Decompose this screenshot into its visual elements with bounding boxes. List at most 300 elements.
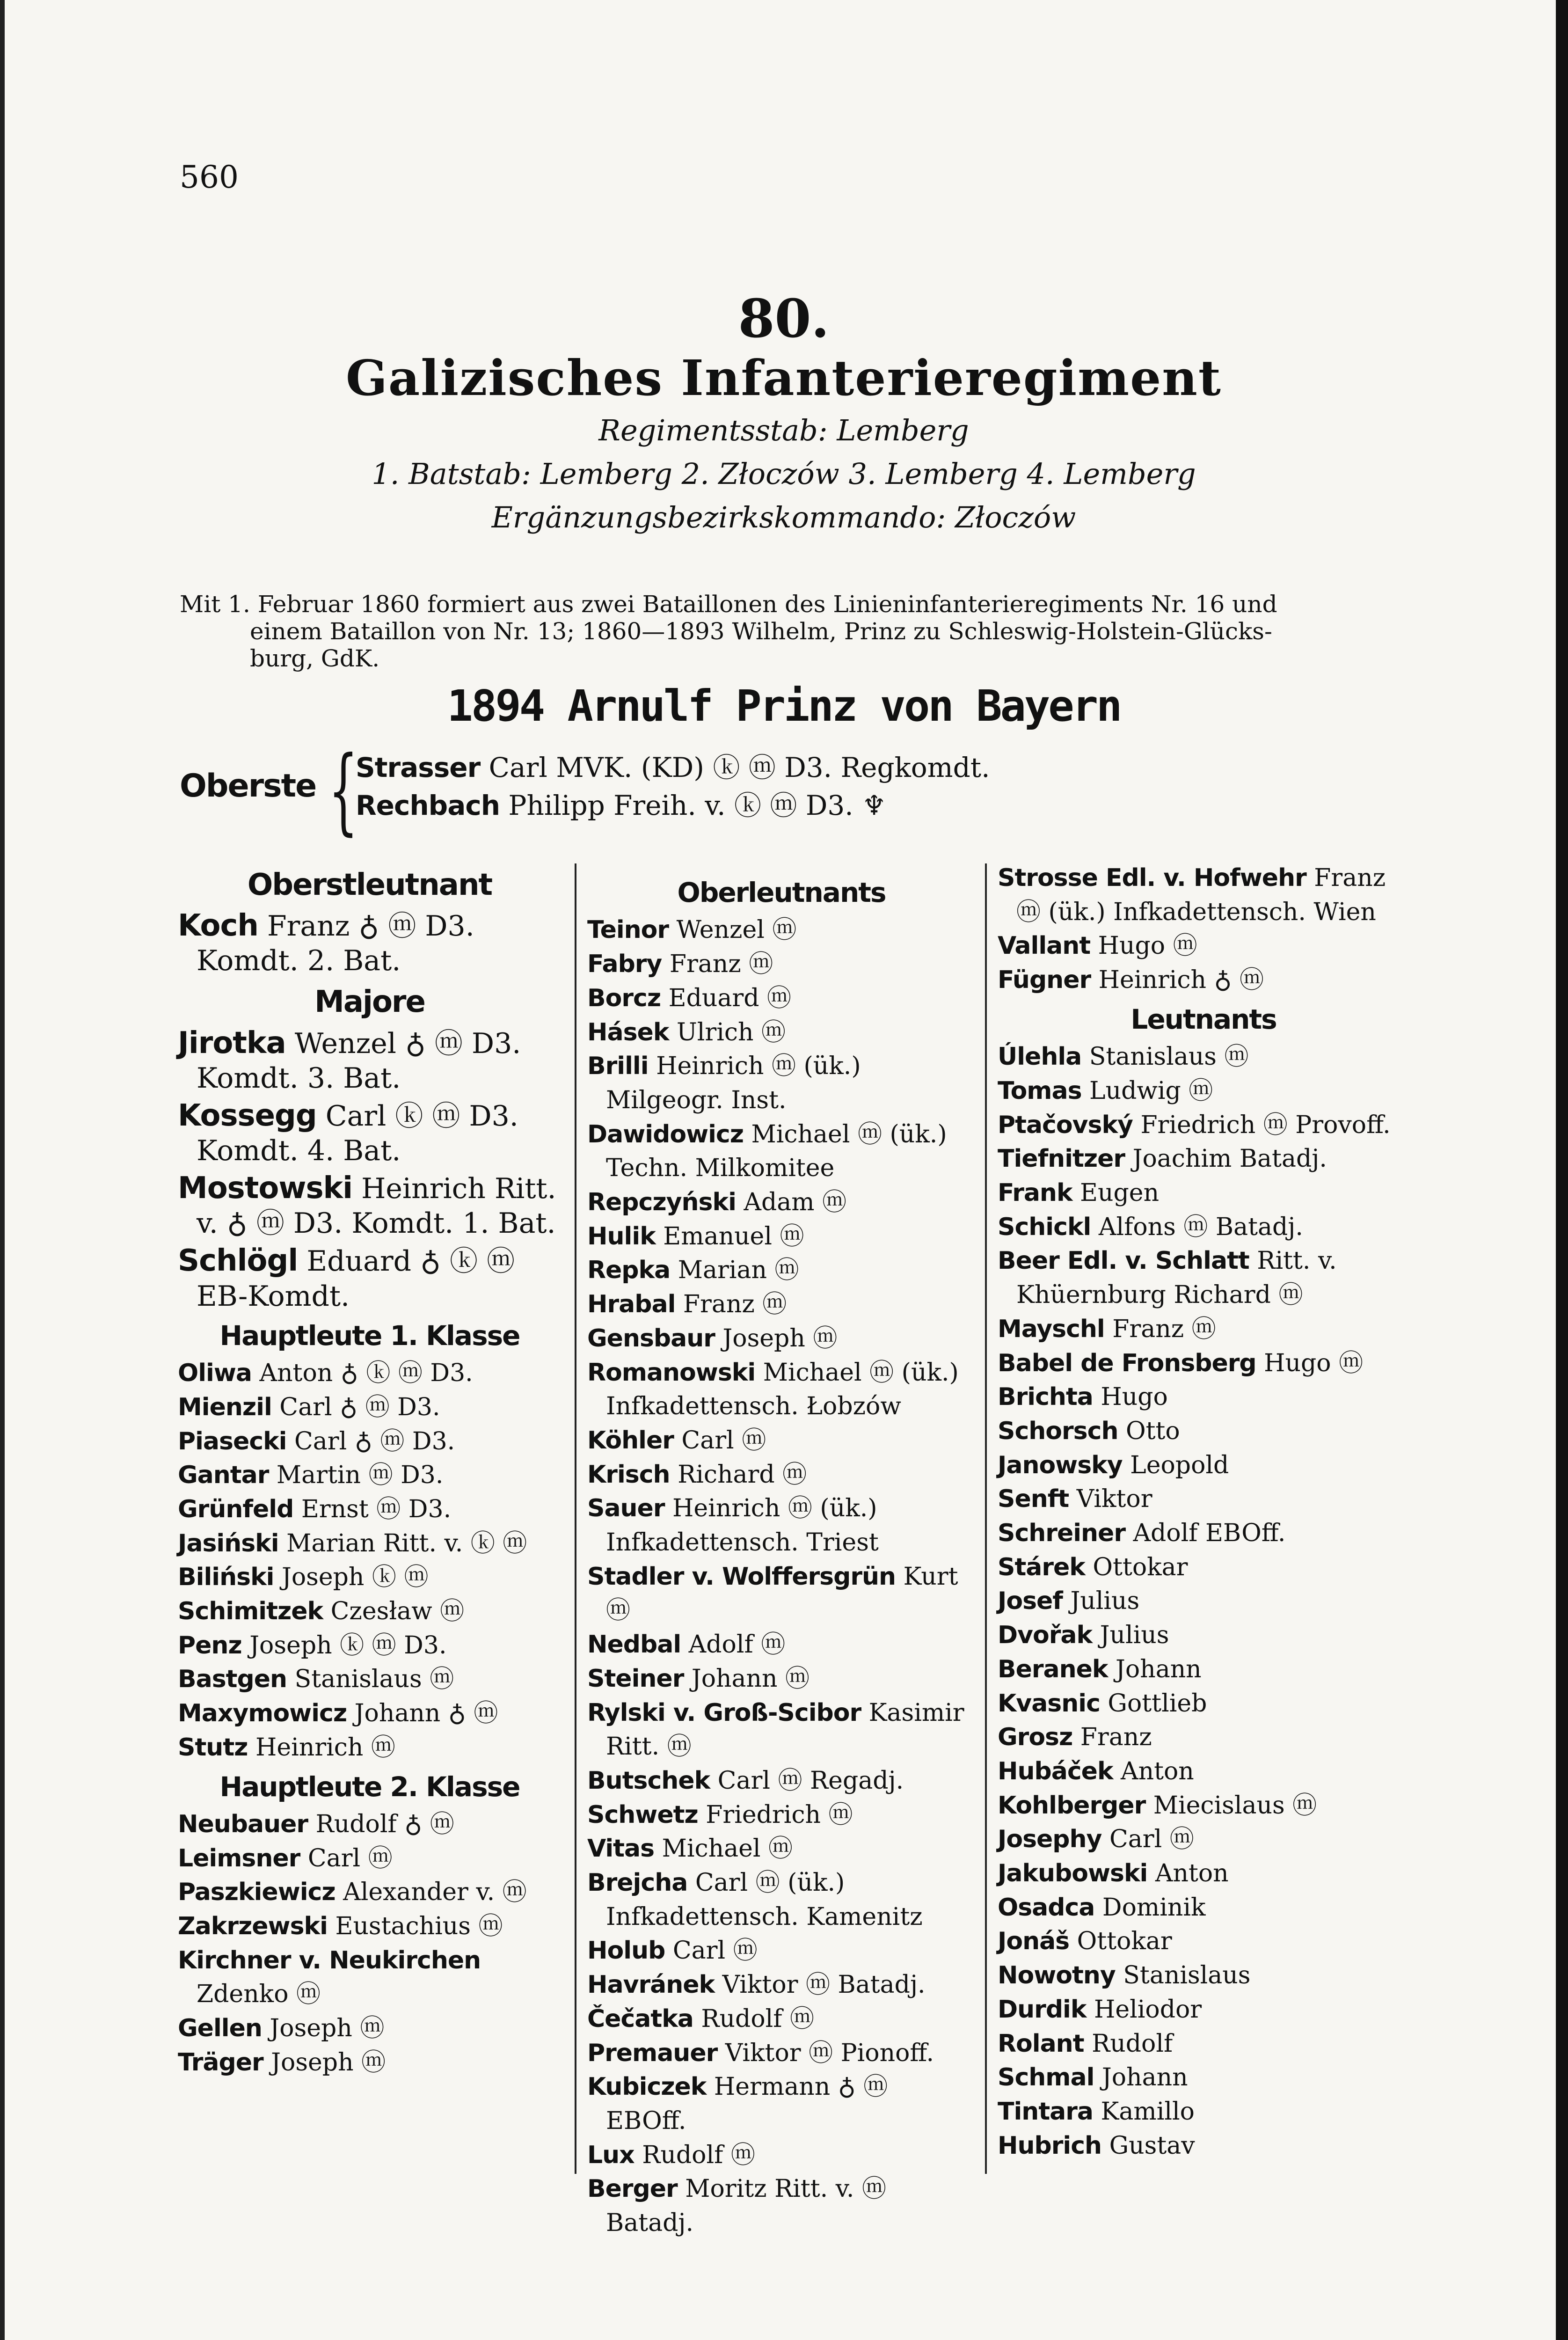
personnel-entry: [998, 1448, 1409, 1483]
personnel-entry: [998, 1584, 1409, 1618]
patron-heading: 1894 Arnulf Prinz von Bayern: [447, 681, 1121, 731]
entry-details: Zdenko ⓜ: [197, 1980, 321, 2009]
entry-details: Johann: [1094, 2063, 1188, 2092]
personnel-entry: [587, 1662, 976, 1696]
entry-details: Michael ⓜ (ük.) Infkadettensch. Łobzów: [606, 1358, 959, 1421]
personnel-entry: [178, 1807, 562, 1842]
entry-name: Neubauer: [178, 1810, 308, 1838]
entry-name: Schlögl: [178, 1243, 298, 1279]
personnel-entry: [998, 1142, 1409, 1176]
entry-name: Čečatka: [587, 2004, 693, 2033]
personnel-entry: [998, 1516, 1409, 1550]
section-heading-hauptleute-1: Hauptleute 1. Klasse: [219, 1319, 520, 1352]
entry-name: Romanowski: [587, 1358, 756, 1387]
entry-name: Hásek: [587, 1018, 669, 1046]
personnel-entry: [998, 1346, 1409, 1381]
section-heading-hauptleute-2: Hauptleute 2. Klasse: [219, 1770, 520, 1803]
entry-details: Ernst ⓜ D3.: [293, 1495, 452, 1523]
entry-details: Moritz Ritt. v. ⓜ Batadj.: [606, 2175, 886, 2238]
personnel-entry: [587, 2070, 976, 2138]
entry-name: Maxymowicz: [178, 1699, 347, 1728]
personnel-entry: [587, 2002, 976, 2036]
entry-details: Carl ♁ ⓜ D3.: [271, 1393, 440, 1421]
oberst-entry: [356, 787, 990, 825]
entry-details: Rudolf ⓜ: [693, 2004, 815, 2033]
personnel-entry: [587, 1287, 976, 1322]
scan-edge-left: [0, 0, 5, 2340]
personnel-entry: [178, 1425, 562, 1459]
entry-details: Hugo ⓜ: [1090, 932, 1197, 960]
oberste-list: [356, 749, 990, 825]
entry-name: Steiner: [587, 1664, 684, 1693]
entry-details: Adam ⓜ: [736, 1188, 847, 1217]
personnel-entry: [587, 1560, 976, 1628]
entry-details: Hugo ⓜ: [1256, 1349, 1364, 1377]
entry-name: Schickl: [998, 1213, 1091, 1241]
entry-name: Frank: [998, 1179, 1072, 1207]
entry-details: Martin ⓜ D3.: [269, 1461, 444, 1490]
personnel-entry: [998, 963, 1409, 997]
entry-details: Carl ⓜ: [665, 1937, 758, 1965]
personnel-entry: [587, 1356, 976, 1424]
entry-name: Gensbaur: [587, 1324, 715, 1353]
regiment-header: [173, 290, 1394, 539]
entry-name: Ptačovský: [998, 1111, 1133, 1139]
entry-details: Friedrich ⓜ Provoff.: [1132, 1111, 1391, 1139]
entry-name: Jirotka: [178, 1025, 286, 1060]
entry-details: Carl ⓜ (ük.) Infkadettensch. Kamenitz: [606, 1869, 923, 1931]
entry-details: Carl ⓜ: [300, 1844, 393, 1872]
section-heading-oberstleutnant: Oberstleutnant: [247, 868, 492, 902]
personnel-entry: [998, 1312, 1409, 1346]
entry-name: Vallant: [998, 932, 1091, 960]
oberleutnants-list: [587, 913, 976, 2240]
column-middle: [587, 861, 976, 2240]
personnel-entry: [998, 1108, 1409, 1142]
personnel-entry: [587, 1016, 976, 1050]
entry-name: Sauer: [587, 1494, 665, 1523]
personnel-entry: [178, 1025, 562, 1096]
entry-name: Jonáš: [998, 1927, 1070, 1956]
column-divider: [985, 863, 987, 2174]
entry-name: Stutz: [178, 1733, 248, 1762]
entry-details: Wenzel ⓜ: [669, 916, 797, 944]
entry-name: Premauer: [587, 2039, 718, 2067]
entry-name: Mayschl: [998, 1315, 1105, 1343]
personnel-entry: [178, 1243, 562, 1313]
personnel-entry: [178, 1629, 562, 1663]
personnel-entry: [998, 2061, 1409, 2095]
personnel-entry: [587, 1458, 976, 1492]
entry-name: Butschek: [587, 1766, 710, 1795]
personnel-entry: [998, 1891, 1409, 1925]
majore-list: [178, 1025, 562, 1314]
regiment-title: Galizisches Infanterieregiment: [346, 349, 1222, 407]
entry-name: Borcz: [587, 984, 661, 1012]
scan-edge-right: [1556, 0, 1568, 2340]
entry-name: Träger: [178, 2048, 263, 2077]
oberst-entry: [356, 749, 990, 787]
personnel-entry: [998, 861, 1409, 929]
entry-name: Stadler v. Wolffersgrün: [587, 1562, 896, 1591]
entry-name: Kvasnic: [998, 1689, 1100, 1718]
personnel-entry: [587, 1798, 976, 1832]
personnel-entry: [998, 1687, 1409, 1721]
entry-name: Hubrich: [998, 2131, 1102, 2160]
entry-name: Grosz: [998, 1723, 1073, 1752]
entry-details: Ottokar: [1085, 1553, 1188, 1581]
entry-name: Köhler: [587, 1426, 674, 1455]
entry-details: Carl ⓜ Regadj.: [710, 1766, 904, 1795]
entry-name: Stárek: [998, 1553, 1085, 1581]
personnel-entry: [998, 1244, 1409, 1312]
entry-name: Beer Edl. v. Schlatt: [998, 1247, 1249, 1275]
entry-details: Ulrich ⓜ: [669, 1018, 786, 1046]
personnel-entry: [587, 981, 976, 1016]
entry-name: Dawidowicz: [587, 1120, 744, 1148]
entry-name: Penz: [178, 1631, 242, 1660]
personnel-entry: [587, 1220, 976, 1254]
entry-name: Kossegg: [178, 1098, 317, 1133]
entry-name: Kubiczek: [587, 2073, 707, 2101]
entry-details: Carl ♁ ⓜ D3.: [286, 1427, 455, 1455]
entry-details: Carl ⓚ ⓜ D3. Komdt. 4. Bat.: [197, 1099, 518, 1167]
entry-name: Tintara: [998, 2098, 1093, 2126]
entry-details: Leopold: [1122, 1451, 1229, 1479]
entry-name: Hubáček: [998, 1757, 1113, 1785]
hauptleute-1-list: [178, 1356, 562, 1764]
oberstleutnant-list: [178, 907, 562, 978]
personnel-entry: [178, 1492, 562, 1527]
personnel-entry: [998, 929, 1409, 963]
personnel-entry: [998, 1380, 1409, 1414]
entry-details: Eduard ⓜ: [661, 984, 792, 1012]
personnel-entry: [998, 1210, 1409, 1244]
entry-name: Oliwa: [178, 1359, 252, 1388]
entry-name: Gellen: [178, 2014, 262, 2043]
personnel-entry: [998, 1924, 1409, 1959]
entry-name: Brilli: [587, 1052, 649, 1081]
personnel-entry: [998, 1414, 1409, 1448]
entry-details: Heinrich Ritt. v. ♁ ⓜ D3. Komdt. 1. Bat.: [197, 1172, 556, 1240]
entry-details: Gustav: [1101, 2131, 1195, 2160]
entry-details: Rudolf ♁ ⓜ: [308, 1810, 454, 1838]
personnel-entry: [587, 1968, 976, 2002]
personnel-entry: [178, 1560, 562, 1594]
entry-details: Otto: [1118, 1417, 1180, 1445]
personnel-entry: [998, 1176, 1409, 1210]
entry-name: Jasiński: [178, 1529, 279, 1558]
entry-details: Anton: [1147, 1859, 1229, 1888]
column-right: [998, 861, 1409, 2163]
entry-name: Schorsch: [998, 1417, 1118, 1445]
personnel-entry: [178, 1527, 562, 1561]
entry-details: Julius: [1062, 1587, 1140, 1616]
entry-name: Senft: [998, 1485, 1069, 1514]
entry-details: Kamillo: [1093, 2098, 1195, 2126]
personnel-entry: [998, 2027, 1409, 2061]
entry-details: Johann ⓜ: [684, 1664, 810, 1693]
entry-details: Kurt ⓜ: [606, 1562, 958, 1625]
entry-name: Vitas: [587, 1835, 655, 1863]
personnel-entry: [587, 2172, 976, 2240]
entry-details: Franz ♁ ⓜ D3. Komdt. 2. Bat.: [197, 910, 474, 978]
entry-name: Brejcha: [587, 1869, 688, 1897]
entry-details: Hugo: [1093, 1383, 1168, 1411]
entry-details: Ottokar: [1069, 1927, 1172, 1956]
regimentsstab-line: Regimentsstab: Lemberg: [598, 413, 969, 448]
entry-details: Michael ⓜ (ük.) Techn. Milkomitee: [606, 1120, 947, 1183]
personnel-entry: [178, 1875, 562, 1909]
entry-name: Mienzil: [178, 1393, 272, 1421]
personnel-entry: [587, 1049, 976, 1117]
entry-details: Stanislaus: [1115, 1961, 1251, 1990]
oberste-label: Oberste: [180, 768, 316, 804]
personnel-entry: [587, 1628, 976, 1662]
entry-name: Repczyński: [587, 1188, 736, 1217]
personnel-entry: [998, 1720, 1409, 1755]
personnel-entry: [178, 1390, 562, 1425]
entry-details: Hermann ♁ ⓜ EBOff.: [606, 2073, 888, 2135]
column-left: [178, 861, 562, 2080]
personnel-entry: [587, 1118, 976, 1185]
entry-details: Michael ⓜ: [654, 1835, 793, 1863]
entry-name: Beranek: [998, 1655, 1108, 1683]
section-heading-leutnants: Leutnants: [1130, 1003, 1276, 1035]
entry-details: Philipp Freih. v. ⓚ ⓜ D3. ♆: [500, 790, 887, 822]
personnel-entry: [178, 1731, 562, 1765]
history-paragraph: [180, 591, 1387, 672]
entry-name: Fabry: [587, 950, 662, 979]
entry-details: Stanislaus ⓜ: [1081, 1043, 1249, 1071]
entry-name: Brichta: [998, 1383, 1093, 1411]
entry-details: Franz: [1072, 1723, 1152, 1752]
personnel-entry: [178, 1097, 562, 1168]
entry-details: Joachim Batadj.: [1125, 1145, 1327, 1173]
entry-name: Nedbal: [587, 1631, 681, 1659]
personnel-entry: [998, 1822, 1409, 1857]
entry-details: Carl MVK. (KD) ⓚ ⓜ D3. Regkomdt.: [480, 752, 990, 783]
personnel-entry: [178, 907, 562, 978]
personnel-entry: [178, 1662, 562, 1696]
entry-name: Holub: [587, 1937, 665, 1965]
entry-name: Tiefnitzer: [998, 1145, 1125, 1173]
entry-details: Carl ⓜ: [673, 1426, 766, 1455]
entry-name: Lux: [587, 2141, 634, 2169]
personnel-entry: [178, 2046, 562, 2080]
entry-name: Piasecki: [178, 1427, 287, 1455]
entry-name: Zakrzewski: [178, 1912, 328, 1941]
entry-details: Miecislaus ⓜ: [1145, 1791, 1317, 1820]
entry-details: Alfons ⓜ Batadj.: [1091, 1213, 1303, 1241]
entry-details: Marian ⓜ: [670, 1256, 799, 1285]
entry-details: Adolf EBOff.: [1125, 1519, 1286, 1548]
entry-name: Tomas: [998, 1076, 1082, 1105]
entry-details: Heinrich ⓜ (ük.) Infkadettensch. Triest: [606, 1494, 879, 1557]
personnel-entry: [587, 947, 976, 981]
entry-details: Anton: [1113, 1757, 1194, 1785]
personnel-entry: [587, 1866, 976, 1934]
entry-name: Repka: [587, 1256, 671, 1285]
entry-details: Carl ⓜ: [1101, 1825, 1194, 1854]
section-heading-majore: Majore: [314, 985, 425, 1020]
personnel-entry: [178, 1909, 562, 1944]
entry-details: Joseph ⓜ: [262, 2014, 385, 2043]
entry-name: Bastgen: [178, 1665, 287, 1694]
entry-details: Rudolf ⓜ: [634, 2141, 755, 2169]
personnel-entry: [587, 1934, 976, 1968]
entry-name: Osadca: [998, 1893, 1095, 1922]
batstab-line: 1. Batstab: Lemberg 2. Złoczów 3. Lemberg 4. Lemberg: [372, 457, 1196, 491]
personnel-entry: [998, 1482, 1409, 1516]
entry-name: Schwetz: [587, 1800, 698, 1829]
entry-details: Franz ⓜ: [675, 1290, 787, 1319]
personnel-entry: [178, 1170, 562, 1241]
entry-name: Hrabal: [587, 1290, 676, 1319]
entry-details: Franz ⓜ: [662, 950, 773, 979]
entry-details: Stanislaus ⓜ: [287, 1665, 454, 1694]
entry-details: Adolf ⓜ: [681, 1631, 786, 1659]
entry-details: Heinrich ♁ ⓜ: [1091, 966, 1264, 995]
entry-name: Havránek: [587, 1971, 715, 1999]
personnel-entry: [998, 1040, 1409, 1074]
entry-name: Krisch: [587, 1460, 670, 1489]
entry-details: Franz ⓜ (ük.) Infkadettensch. Wien: [1016, 864, 1386, 926]
entry-details: Marian Ritt. v. ⓚ ⓜ: [278, 1529, 527, 1558]
entry-name: Babel de Fronsberg: [998, 1349, 1256, 1377]
personnel-entry: [178, 1356, 562, 1390]
entry-details: Heliodor: [1086, 1995, 1202, 2024]
personnel-entry: [998, 1618, 1409, 1653]
entry-name: Rolant: [998, 2029, 1084, 2058]
personnel-entry: [178, 2011, 562, 2046]
oberleutnants-continued-list: [998, 861, 1409, 997]
entry-details: Franz ⓜ: [1104, 1315, 1216, 1343]
history-line-2: einem Bataillon von Nr. 13; 1860—1893 Wilhelm, Prinz zu Schleswig-Holstein-Glücks-: [250, 618, 1272, 645]
personnel-entry: [178, 1458, 562, 1492]
personnel-entry: [587, 1492, 976, 1559]
entry-name: Leimsner: [178, 1844, 300, 1872]
section-heading-oberleutnants: Oberleutnants: [677, 877, 886, 908]
entry-details: Heinrich ⓜ: [248, 1733, 395, 1762]
entry-name: Kirchner v. Neukirchen: [178, 1946, 481, 1974]
entry-name: Jakubowski: [998, 1859, 1148, 1888]
hauptleute-2-list: [178, 1807, 562, 2080]
personnel-entry: [178, 1594, 562, 1629]
personnel-entry: [178, 1842, 562, 1876]
entry-details: Eugen: [1072, 1179, 1160, 1207]
entry-name: Koch: [178, 908, 258, 943]
personnel-entry: [998, 1074, 1409, 1108]
personnel-entry: [998, 1959, 1409, 1993]
entry-details: Anton ♁ ⓚ ⓜ D3.: [251, 1359, 473, 1388]
entry-details: Ludwig ⓜ: [1081, 1076, 1213, 1105]
entry-name: Úlehla: [998, 1043, 1082, 1071]
entry-name: Josef: [998, 1587, 1063, 1616]
personnel-entry: [998, 1550, 1409, 1585]
entry-details: Viktor ⓜ Batadj.: [715, 1971, 926, 1999]
personnel-entry: [587, 2036, 976, 2070]
entry-name: Hulik: [587, 1222, 656, 1250]
entry-name: Schmal: [998, 2063, 1094, 2092]
entry-name: Fügner: [998, 966, 1091, 995]
entry-details: Emanuel ⓜ: [655, 1222, 804, 1250]
entry-details: Richard ⓜ: [670, 1460, 807, 1489]
entry-name: Berger: [587, 2175, 678, 2203]
entry-details: Czesław ⓜ: [323, 1597, 465, 1626]
entry-details: Wenzel ♁ ⓜ D3. Komdt. 3. Bat.: [197, 1027, 521, 1095]
entry-details: Johann ♁ ⓜ: [347, 1699, 498, 1728]
entry-name: Paszkiewicz: [178, 1878, 335, 1907]
entry-name: Dvořak: [998, 1621, 1093, 1650]
leutnants-list: [998, 1040, 1409, 2163]
entry-name: Janowsky: [998, 1451, 1123, 1479]
entry-details: Julius: [1092, 1621, 1169, 1650]
personnel-entry: [587, 1424, 976, 1458]
entry-name: Kohlberger: [998, 1791, 1146, 1820]
personnel-entry: [587, 1832, 976, 1866]
entry-name: Mostowski: [178, 1171, 353, 1206]
personnel-entry: [587, 1696, 976, 1764]
entry-details: Joseph ⓜ: [263, 2048, 386, 2077]
entry-details: Kasimir Ritt. ⓜ: [606, 1698, 964, 1761]
history-line-3: burg, GdK.: [250, 645, 380, 672]
personnel-entry: [587, 1764, 976, 1798]
entry-details: Joseph ⓜ: [715, 1324, 838, 1353]
entry-details: Dominik: [1094, 1893, 1206, 1922]
entry-details: Gottlieb: [1100, 1689, 1207, 1718]
history-line-1: Mit 1. Februar 1860 formiert aus zwei Bataillonen des Linieninfanterieregiments Nr. 16 und: [180, 591, 1277, 618]
entry-details: Joseph ⓚ ⓜ D3.: [241, 1631, 447, 1660]
page-number: 560: [180, 159, 239, 195]
personnel-entry: [587, 913, 976, 947]
entry-details: Alexander v. ⓜ: [335, 1878, 527, 1907]
entry-name: Nowotny: [998, 1961, 1116, 1990]
entry-details: Joseph ⓚ ⓜ: [274, 1563, 429, 1592]
entry-details: Viktor ⓜ Pionoff.: [717, 2039, 934, 2067]
entry-details: Johann: [1108, 1655, 1202, 1683]
entry-details: Heinrich ⓜ (ük.) Milgeogr. Inst.: [606, 1052, 861, 1114]
entry-name: Josephy: [998, 1825, 1102, 1854]
entry-name: Strasser: [356, 752, 481, 783]
entry-name: Strosse Edl. v. Hofwehr: [998, 864, 1306, 892]
personnel-entry: [998, 2095, 1409, 2129]
entry-details: Eustachius ⓜ: [327, 1912, 503, 1941]
entry-details: Eduard ♁ ⓚ ⓜ EB-Komdt.: [197, 1245, 515, 1313]
personnel-entry: [998, 1789, 1409, 1823]
entry-name: Rechbach: [356, 790, 500, 822]
entry-details: Rudolf: [1084, 2029, 1173, 2058]
personnel-entry: [998, 2129, 1409, 2163]
entry-name: Grünfeld: [178, 1495, 294, 1523]
entry-name: Rylski v. Groß-Scibor: [587, 1698, 861, 1727]
personnel-entry: [587, 1253, 976, 1287]
personnel-entry: [587, 2138, 976, 2172]
entry-details: Viktor: [1069, 1485, 1152, 1514]
personnel-entry: [587, 1322, 976, 1356]
column-divider: [575, 863, 576, 2174]
personnel-entry: [998, 1857, 1409, 1891]
personnel-entry: [998, 1993, 1409, 2027]
personnel-entry: [587, 1185, 976, 1220]
personnel-entry: [178, 1944, 562, 2011]
personnel-entry: [998, 1653, 1409, 1687]
personnel-entry: [178, 1696, 562, 1731]
regiment-number: 80.: [738, 288, 830, 350]
personnel-entry: [998, 1755, 1409, 1789]
entry-name: Schimitzek: [178, 1597, 323, 1626]
entry-name: Teinor: [587, 916, 669, 944]
